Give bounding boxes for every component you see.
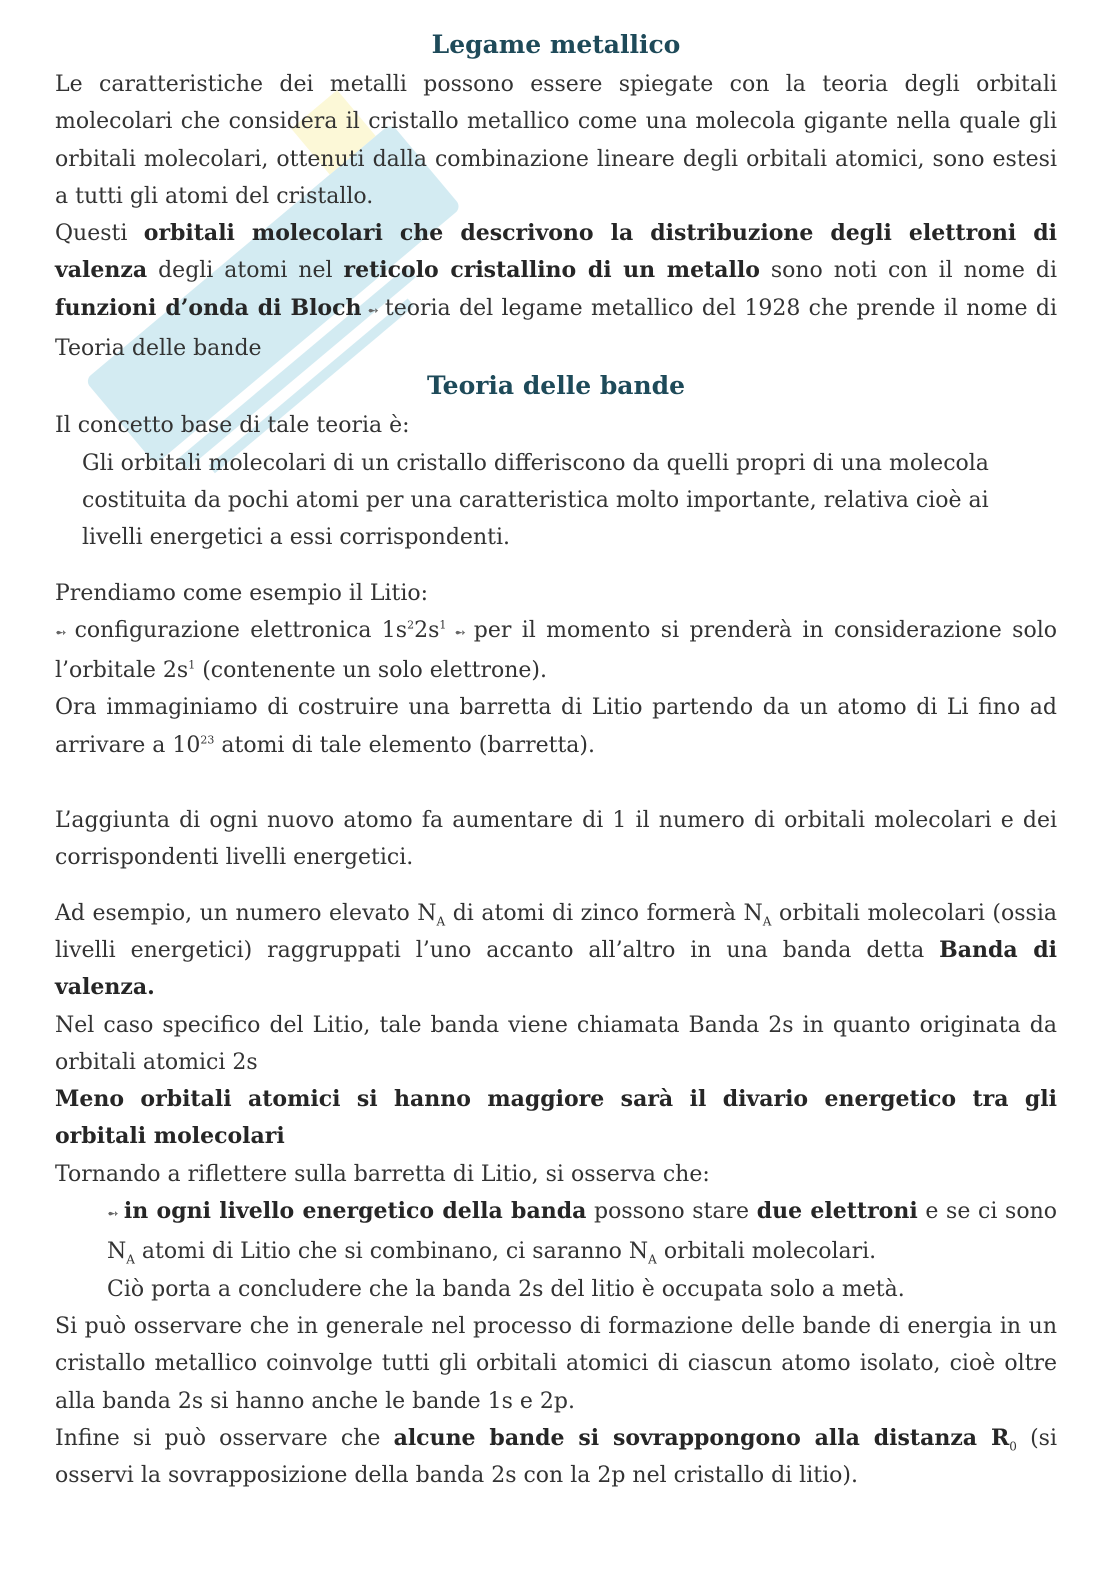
arrow-icon: ➻ <box>361 302 385 319</box>
paragraph-intro: Le caratteristiche dei metalli possono essere spiegate con la teoria degli orbitali molecolari che considera il cristallo metallico come una molecola gigante nella quale gli orbitali molecolari, ottenuti dalla combinazione lineare degli orbitali atomici, sono estesi a tutti gli atomi del cristallo. <box>55 72 1057 209</box>
heading-legame-metallico: Legame metallico <box>431 30 681 59</box>
paragraph-banda-2s: Nel caso specifico del Litio, tale banda viene chiamata Banda 2s in quanto originata da orbitali atomici 2s <box>55 1012 1057 1075</box>
paragraph-tornando: Tornando a riflettere sulla barretta di Litio, si osserva che: <box>55 1161 710 1187</box>
paragraph-divario: Meno orbitali atomici si hanno maggiore sarà il divario energetico tra gli orbitali molecolari <box>55 1086 1057 1150</box>
paragraph-configuration: ➻ configurazione elettronica $1s^22s^1$ ➻ per il momento si prenderà in considerazione solo l’orbitale $2s^1$ (contenente un solo elettrone). <box>55 617 1057 684</box>
arrow-icon: ➻ <box>107 1206 124 1223</box>
arrow-icon: ➻ <box>446 624 474 641</box>
paragraph-aggiunta: L’aggiunta di ogni nuovo atomo fa aumentare di 1 il numero di orbitali molecolari e dei corrispondenti livelli energetici. <box>55 808 1057 871</box>
paragraph-livello: ➻ in ogni livello energetico della banda possono stare due elettroni e se ci sono $N_A$ atomi di Litio che si combinano, ci saranno $N_A$ orbitali molecolari. <box>107 1198 1057 1267</box>
paragraph-sovrapposizione: Infine si può osservare che alcune bande si sovrappongono alla distanza $R_0$ (si osservi la sovrapposizione della banda 2s con la 2p nel cristallo di litio). <box>55 1424 1057 1489</box>
paragraph-example: Prendiamo come esempio il Litio: <box>55 580 429 606</box>
paragraph-concept: Il concetto base di tale teoria è: <box>55 413 410 439</box>
paragraph-zinco: Ad esempio, un numero elevato $N_A$ di atomi di zinco formerà $N_A$ orbitali molecolari (ossia livelli energetici) raggruppati l’uno accanto all’altro in una banda detta Banda di valenza. <box>55 900 1058 1001</box>
document-page <box>55 24 1057 1494</box>
paragraph-quote: Gli orbitali molecolari di un cristallo differiscono da quelli propri di una molecola costituita da pochi atomi per una caratteristica molto importante, relativa cioè ai livelli energetici a essi corrispondenti. <box>82 450 989 551</box>
heading-teoria-bande: Teoria delle bande <box>426 371 686 401</box>
paragraph-barretta: Ora immaginiamo di costruire una barretta di Litio partendo da un atomo di Li fino ad arrivare a $10^{23}$ atomi di tale elemento (barretta). <box>55 695 1057 758</box>
paragraph-meta: Ciò porta a concludere che la banda 2s del litio è occupata solo a metà. <box>107 1276 905 1302</box>
paragraph-generale: Si può osservare che in generale nel processo di formazione delle bande di energia in un cristallo metallico coinvolge tutti gli orbitali atomici di ciascun atomo isolato, cioè oltre alla banda 2s si hanno anche le bande 1s e 2p. <box>55 1313 1057 1414</box>
arrow-icon: ➻ <box>55 624 75 641</box>
paragraph-bloch: Questi orbitali molecolari che descrivono la distribuzione degli elettroni di valenza degli atomi nel reticolo cristallino di un metallo sono noti con il nome di funzioni d’onda di Bloch ➻ teoria del legame metallico del 1928 che prende il nome di Teoria delle bande <box>55 220 1058 362</box>
